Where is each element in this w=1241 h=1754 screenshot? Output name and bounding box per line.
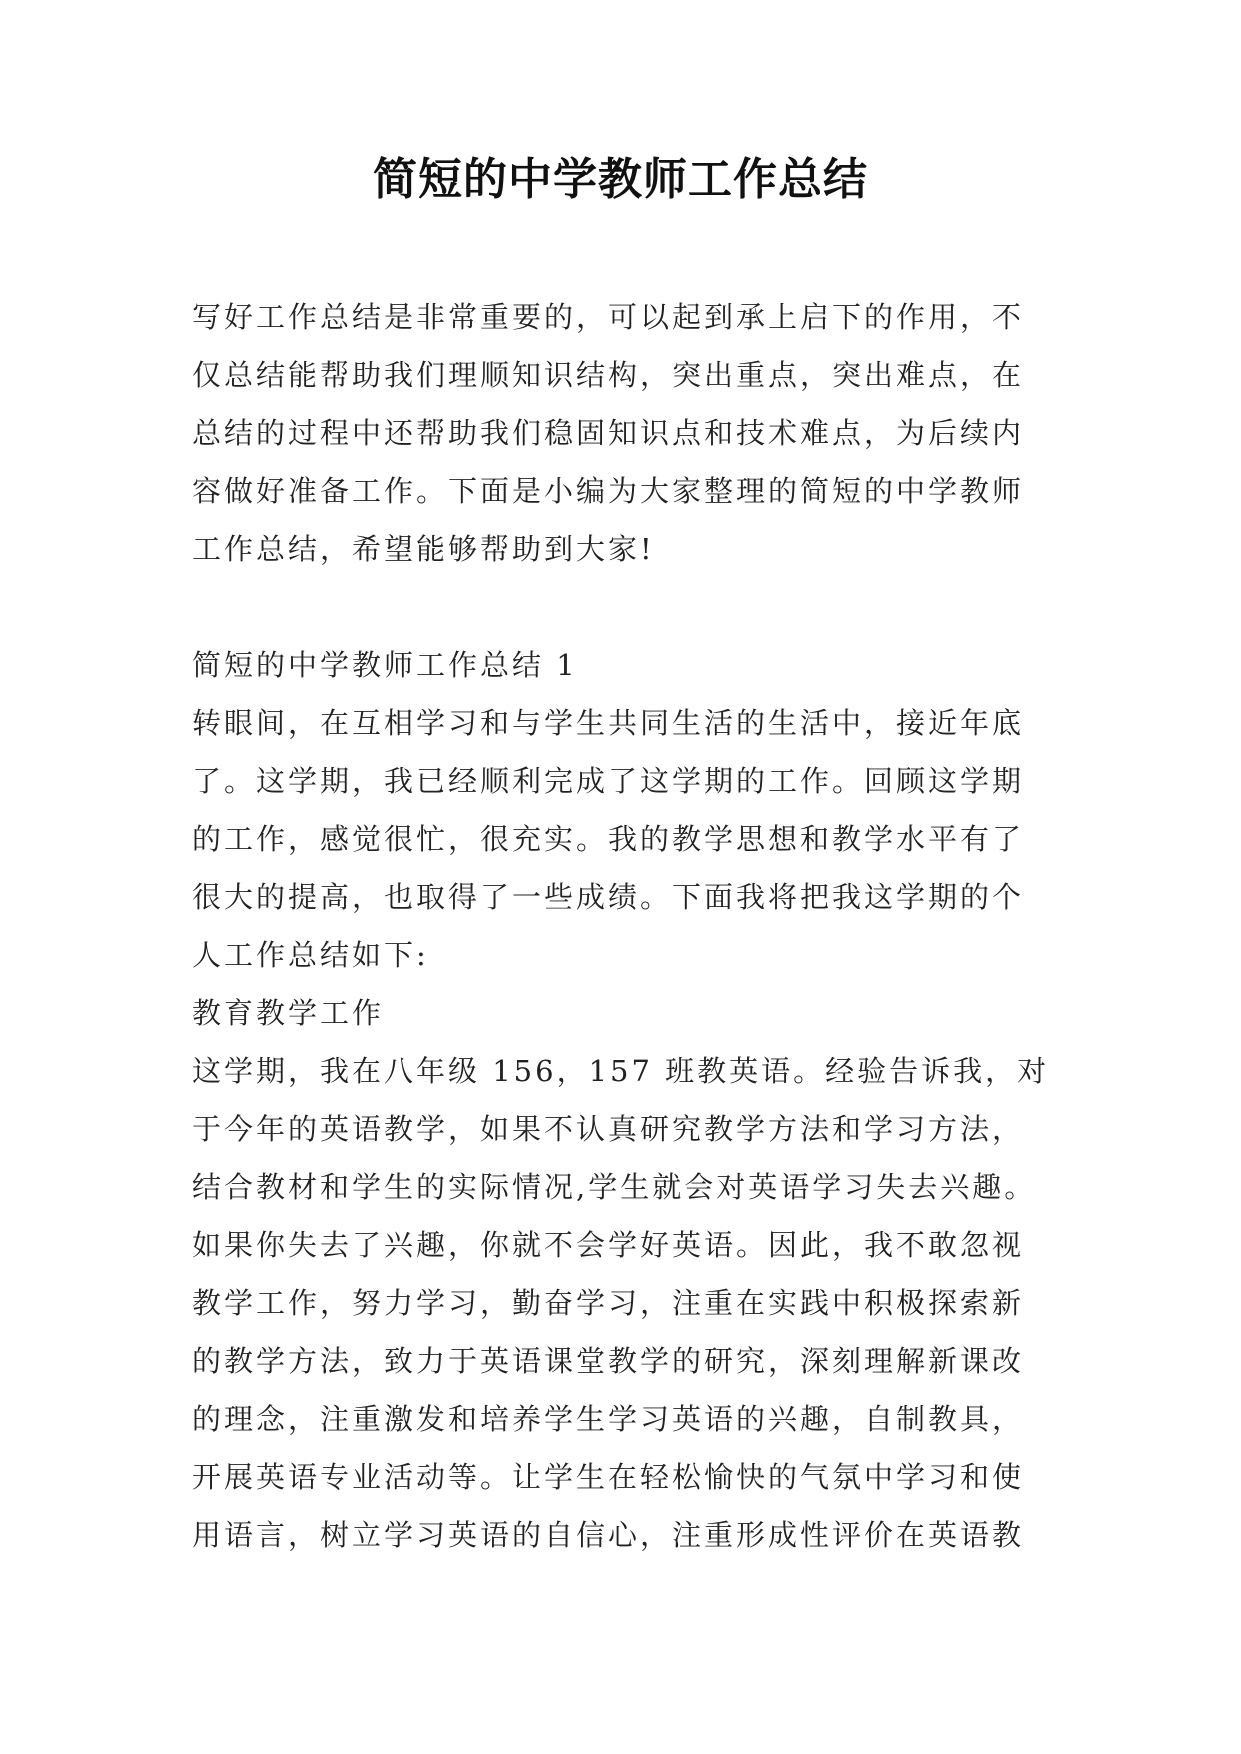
paragraph-gap xyxy=(192,578,1062,636)
subsection-line: 于今年的英语教学，如果不认真研究教学方法和学习方法， xyxy=(192,1112,1025,1146)
subsection-line: 教学工作，努力学习，勤奋学习，注重在实践中积极探索新 xyxy=(192,1286,1025,1320)
section-line: 很大的提高，也取得了一些成绩。下面我将把我这学期的个 xyxy=(192,880,1025,914)
intro-line: 总结的过程中还帮助我们稳固知识点和技术难点，为后续内 xyxy=(192,416,1025,450)
intro-paragraph xyxy=(192,288,1062,578)
subsection-line: 的教学方法，致力于英语课堂教学的研究，深刻理解新课改 xyxy=(192,1344,1025,1378)
section-paragraph xyxy=(192,694,1062,984)
subsection-line: 用语言，树立学习英语的自信心，注重形成性评价在英语教 xyxy=(192,1518,1025,1552)
section-line: 人工作总结如下: xyxy=(192,938,429,972)
subsection-line: 结合教材和学生的实际情况,学生就会对英语学习失去兴趣。 xyxy=(192,1170,1037,1204)
intro-line: 写好工作总结是非常重要的，可以起到承上启下的作用，不 xyxy=(192,300,1025,334)
section-line: 的工作，感觉很忙，很充实。我的教学思想和教学水平有了 xyxy=(192,822,1025,856)
subsection-line: 这学期，我在八年级 156，157 班教英语。经验告诉我，对 xyxy=(192,1054,1050,1088)
intro-line: 工作总结，希望能够帮助到大家! xyxy=(192,532,655,566)
subsection-line: 的理念，注重激发和培养学生学习英语的兴趣，自制教具， xyxy=(192,1402,1025,1436)
subsection-line: 如果你失去了兴趣，你就不会学好英语。因此，我不敢忽视 xyxy=(192,1228,1025,1262)
document-title: 简短的中学教师工作总结 xyxy=(373,154,868,205)
intro-line: 容做好准备工作。下面是小编为大家整理的简短的中学教师 xyxy=(192,474,1025,508)
section-line: 了。这学期，我已经顺利完成了这学期的工作。回顾这学期 xyxy=(192,764,1025,798)
subsection-paragraph xyxy=(192,1042,1062,1564)
section-line: 转眼间，在互相学习和与学生共同生活的生活中，接近年底 xyxy=(192,706,1025,740)
section-heading: 简短的中学教师工作总结 1 xyxy=(192,648,578,682)
subheading: 教育教学工作 xyxy=(192,996,385,1030)
document-body xyxy=(192,288,1062,1564)
subsection-line: 开展英语专业活动等。让学生在轻松愉快的气氛中学习和使 xyxy=(192,1460,1025,1494)
intro-line: 仅总结能帮助我们理顺知识结构，突出重点，突出难点，在 xyxy=(192,358,1025,392)
